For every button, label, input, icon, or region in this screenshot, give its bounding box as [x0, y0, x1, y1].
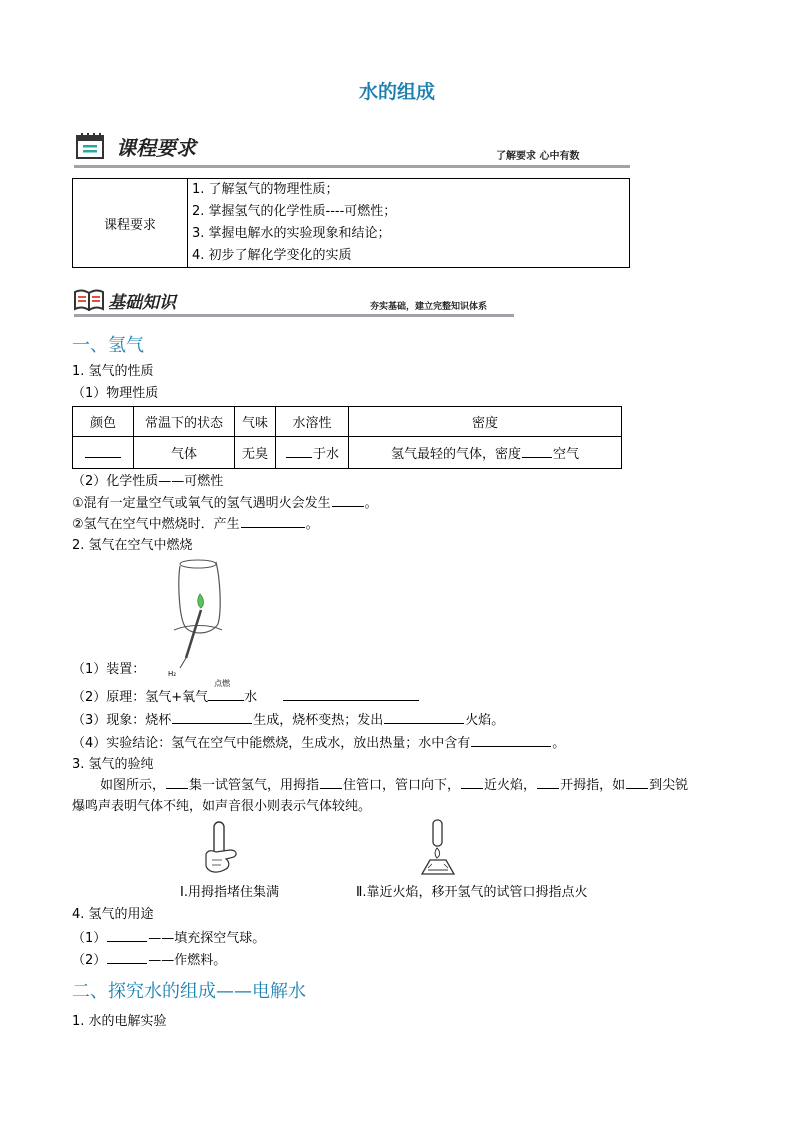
thumb-on-tube-figure	[198, 820, 248, 878]
blank	[522, 444, 552, 458]
density-cell	[349, 437, 622, 469]
book-icon	[74, 289, 104, 311]
chem-line-2	[72, 514, 319, 535]
heading-physical: （1）物理性质	[72, 386, 159, 401]
notepad-icon	[76, 132, 106, 160]
text: ——填充探空气球。	[148, 931, 266, 946]
text: （4）实验结论：氢气在空气中能燃烧，生成水，放出热量；水中含有	[72, 736, 471, 751]
blank	[107, 928, 147, 942]
line-device: （1）装置：	[72, 662, 146, 677]
text: ②氢气在空气中燃烧时．产生	[72, 517, 240, 532]
col-header: 常温下的状态	[134, 407, 235, 437]
reaction-arrow	[208, 679, 244, 701]
blank	[471, 733, 551, 747]
text: 生成，烧杯变热；发出	[253, 713, 384, 728]
text: ——作燃料。	[148, 953, 227, 968]
blank	[461, 775, 483, 789]
tube-near-flame-figure	[414, 818, 464, 880]
color-cell	[73, 437, 134, 469]
text: 到尖锐	[649, 778, 689, 793]
blank	[332, 493, 364, 507]
col-header: 水溶性	[276, 407, 349, 437]
text: 。	[552, 736, 566, 751]
blank	[626, 775, 648, 789]
blank	[537, 775, 559, 789]
blank	[286, 444, 312, 458]
course-item: 4. 初步了解化学变化的实质	[192, 248, 352, 263]
banner-basic-knowledge	[74, 286, 514, 322]
hydrogen-burning-apparatus-figure	[160, 558, 240, 678]
purity-paragraph-line1	[100, 775, 688, 796]
density-text: 氢气最轻的气体，密度	[390, 447, 521, 462]
course-table-label: 课程要求	[73, 179, 188, 268]
banner-title: 课程要求	[116, 136, 196, 160]
blank	[107, 950, 147, 964]
density-text-end: 空气	[553, 447, 580, 462]
smell-cell: 无臭	[235, 437, 276, 469]
text: 近火焰，	[484, 778, 537, 793]
course-item: 1. 了解氢气的物理性质；	[192, 182, 339, 197]
course-requirements-table	[72, 178, 630, 268]
blank	[384, 710, 464, 724]
figure-caption-1: Ⅰ.用拇指堵住集满	[180, 885, 279, 900]
heading-chemical: （2）化学性质——可燃性	[72, 474, 224, 489]
banner-course-requirements	[74, 130, 630, 172]
course-item: 2. 掌握氢气的化学性质----可燃性；	[192, 204, 397, 219]
text: 火焰。	[465, 713, 505, 728]
blank	[320, 775, 342, 789]
heading-electrolysis-experiment: 1. 水的电解实验	[72, 1014, 167, 1029]
reaction-condition: 点燃	[214, 679, 231, 688]
line-conclusion	[72, 733, 565, 754]
blank	[241, 514, 305, 528]
col-header: 颜色	[73, 407, 134, 437]
solubility-cell	[276, 437, 349, 469]
text: 如图所示，	[100, 778, 166, 793]
banner-divider	[74, 314, 514, 317]
course-table-items	[188, 179, 630, 268]
heading-uses: 4. 氢气的用途	[72, 907, 154, 922]
line-phenomenon	[72, 710, 504, 731]
physical-properties-table	[72, 406, 622, 469]
blank	[166, 775, 188, 789]
blank	[85, 444, 121, 458]
text: 集一试管氢气，用拇指	[189, 778, 320, 793]
banner-title: 基础知识	[108, 293, 176, 313]
col-header: 密度	[349, 407, 622, 437]
use-line-1	[72, 928, 265, 949]
solubility-text: 于水	[312, 447, 339, 462]
col-header: 气味	[235, 407, 276, 437]
page-title: 水的组成	[358, 81, 435, 103]
line-principle	[72, 679, 420, 708]
text: 。	[305, 517, 319, 532]
text: （3）现象：烧杯	[72, 713, 172, 728]
purity-paragraph-line2: 爆鸣声表明气体不纯，如声音很小则表示气体较纯。	[72, 799, 372, 814]
use-line-2	[72, 950, 226, 971]
text: 。	[364, 496, 378, 511]
blank	[172, 710, 252, 724]
h2-label: H₂	[168, 670, 177, 678]
blank	[283, 687, 419, 701]
text: 开拇指，如	[560, 778, 626, 793]
course-item: 3. 掌握电解水的实验现象和结论；	[192, 226, 391, 241]
text: （2）原理：氢气+氧气	[72, 690, 209, 705]
state-cell: 气体	[134, 437, 235, 469]
chem-line-1	[72, 493, 378, 514]
banner-divider	[74, 165, 630, 168]
text: （2）	[72, 953, 107, 968]
section-heading-electrolysis: 二、探究水的组成——电解水	[72, 981, 306, 1002]
text: ①混有一定量空气或氧气的氢气遇明火会发生	[72, 496, 331, 511]
text: 住管口，管口向下，	[343, 778, 461, 793]
banner-subtitle: 夯实基础，建立完整知识体系	[370, 302, 488, 312]
figure-caption-2: Ⅱ.靠近火焰，移开氢气的试管口拇指点火	[356, 885, 588, 900]
heading-purity-test: 3. 氢气的验纯	[72, 757, 154, 772]
text: （1）	[72, 931, 107, 946]
banner-subtitle: 了解要求 心中有数	[496, 151, 580, 162]
heading-properties: 1. 氢气的性质	[72, 364, 154, 379]
text: 水	[244, 690, 258, 705]
section-heading-hydrogen: 一、氢气	[72, 335, 144, 356]
heading-burning: 2. 氢气在空气中燃烧	[72, 538, 193, 553]
